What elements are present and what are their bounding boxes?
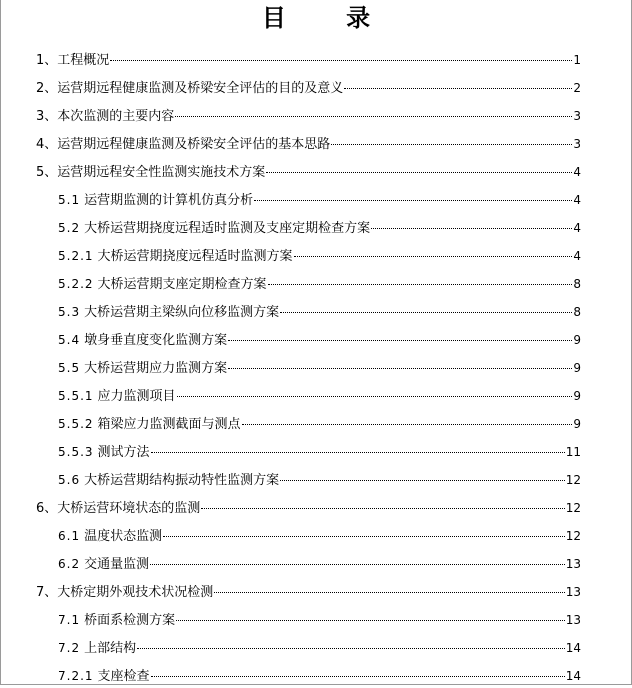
dot-leader xyxy=(344,88,572,89)
toc-page-number: 4 xyxy=(573,193,581,207)
toc-title: 运营期远程安全性监测实施技术方案 xyxy=(57,165,266,180)
toc-number: 5.5.1 xyxy=(58,389,94,403)
toc-number: 7.1 xyxy=(58,613,81,627)
toc-number: 6.1 xyxy=(58,529,81,543)
toc-page-number: 12 xyxy=(565,501,581,515)
toc-number: 7、 xyxy=(36,585,58,600)
toc-entry[interactable] xyxy=(58,665,581,687)
toc-title: 支座检查 xyxy=(97,669,150,684)
toc-title: 运营期监测的计算机仿真分析 xyxy=(84,193,254,208)
toc-title: 桥面系检测方案 xyxy=(84,613,176,628)
toc-number: 6、 xyxy=(36,501,58,516)
toc-title: 墩身垂直度变化监测方案 xyxy=(84,333,228,348)
toc-page-number: 11 xyxy=(565,445,581,459)
dot-leader xyxy=(268,284,573,285)
dot-leader xyxy=(280,480,565,481)
toc-entry[interactable] xyxy=(36,105,581,127)
toc-entry[interactable] xyxy=(36,161,581,183)
toc-entry[interactable] xyxy=(58,189,581,211)
toc-entry[interactable] xyxy=(58,385,581,407)
dot-leader xyxy=(176,620,565,621)
dot-leader xyxy=(150,564,565,565)
toc-number: 5.6 xyxy=(58,473,81,487)
toc-number: 5.2 xyxy=(58,221,81,235)
toc-entry[interactable] xyxy=(58,329,581,351)
toc-entry[interactable] xyxy=(58,217,581,239)
toc-page-number: 9 xyxy=(573,389,581,403)
toc-entry[interactable] xyxy=(58,301,581,323)
toc-page-number: 14 xyxy=(565,641,581,655)
toc-entry[interactable] xyxy=(36,49,581,71)
toc-number: 6.2 xyxy=(58,557,81,571)
toc-page-number: 13 xyxy=(565,557,581,571)
toc-entry[interactable] xyxy=(58,441,581,463)
toc-entry[interactable] xyxy=(58,609,581,631)
toc-title: 应力监测项目 xyxy=(97,389,176,404)
toc-page-number: 4 xyxy=(573,221,581,235)
toc-page-number: 1 xyxy=(573,53,581,67)
toc-entry[interactable] xyxy=(58,469,581,491)
toc-title: 大桥运营期结构振动特性监测方案 xyxy=(84,473,280,488)
toc-page-number: 9 xyxy=(573,361,581,375)
toc-number: 5、 xyxy=(36,165,58,180)
toc-page-number: 12 xyxy=(565,473,581,487)
toc-number: 4、 xyxy=(36,137,58,152)
toc-page-number: 8 xyxy=(573,277,581,291)
toc-title: 大桥运营期挠度远程适时监测及支座定期检查方案 xyxy=(84,221,371,236)
toc-page-number: 4 xyxy=(573,249,581,263)
toc-number: 1、 xyxy=(36,53,58,68)
toc-page-number: 14 xyxy=(565,669,581,683)
dot-leader xyxy=(214,592,564,593)
toc-title: 大桥运营期支座定期检查方案 xyxy=(97,277,267,292)
toc-page-number: 9 xyxy=(573,333,581,347)
toc-title: 大桥运营期应力监测方案 xyxy=(84,361,228,376)
toc-title: 本次监测的主要内容 xyxy=(57,109,175,124)
toc-page-number: 9 xyxy=(573,417,581,431)
toc-title: 大桥定期外观技术状况检测 xyxy=(57,585,214,600)
toc-page-number: 13 xyxy=(565,613,581,627)
dot-leader xyxy=(228,340,572,341)
toc-entry[interactable] xyxy=(58,273,581,295)
dot-leader xyxy=(151,452,565,453)
toc-number: 5.5.3 xyxy=(58,445,94,459)
toc-title: 上部结构 xyxy=(84,641,137,656)
document-title: 目 录 xyxy=(261,3,397,32)
toc-number: 3、 xyxy=(36,109,58,124)
toc-number: 5.4 xyxy=(58,333,81,347)
dot-leader xyxy=(266,172,572,173)
dot-leader xyxy=(254,200,572,201)
toc-number: 5.2.2 xyxy=(58,277,94,291)
toc-number: 5.5 xyxy=(58,361,81,375)
dot-leader xyxy=(137,648,565,649)
dot-leader xyxy=(294,256,573,257)
toc-entry[interactable] xyxy=(58,357,581,379)
toc-title: 交通量监测 xyxy=(84,557,150,572)
dot-leader xyxy=(280,312,572,313)
dot-leader xyxy=(151,676,565,677)
toc-number: 5.5.2 xyxy=(58,417,94,431)
dot-leader xyxy=(228,368,572,369)
toc-number: 7.2 xyxy=(58,641,81,655)
dot-leader xyxy=(175,116,572,117)
toc-title: 运营期远程健康监测及桥梁安全评估的目的及意义 xyxy=(57,81,344,96)
toc-title: 箱梁应力监测截面与测点 xyxy=(97,417,241,432)
toc-number: 2、 xyxy=(36,81,58,96)
dot-leader xyxy=(242,424,573,425)
dot-leader xyxy=(371,228,572,229)
toc-page-number: 8 xyxy=(573,305,581,319)
toc-page-number: 13 xyxy=(565,585,581,599)
toc-title: 温度状态监测 xyxy=(84,529,163,544)
dot-leader xyxy=(110,60,572,61)
toc-page-number: 12 xyxy=(565,529,581,543)
dot-leader xyxy=(163,536,565,537)
toc-page-number: 3 xyxy=(573,109,581,123)
dot-leader xyxy=(201,508,564,509)
toc-entry[interactable] xyxy=(58,413,581,435)
toc-page-number: 4 xyxy=(573,165,581,179)
toc-title: 测试方法 xyxy=(97,445,150,460)
toc-number: 5.1 xyxy=(58,193,81,207)
toc-entry[interactable] xyxy=(36,77,581,99)
toc-title: 大桥运营环境状态的监测 xyxy=(57,501,201,516)
toc-entry[interactable] xyxy=(58,553,581,575)
toc-entry[interactable] xyxy=(36,497,581,519)
toc-entry[interactable] xyxy=(36,133,581,155)
dot-leader xyxy=(331,144,572,145)
toc-title: 工程概况 xyxy=(57,53,110,68)
toc-entry[interactable] xyxy=(58,637,581,659)
toc-title: 大桥运营期主梁纵向位移监测方案 xyxy=(84,305,280,320)
dot-leader xyxy=(177,396,573,397)
toc-number: 5.3 xyxy=(58,305,81,319)
toc-title: 运营期远程健康监测及桥梁安全评估的基本思路 xyxy=(57,137,331,152)
toc-title: 大桥运营期挠度远程适时监测方案 xyxy=(97,249,293,264)
toc-entry[interactable] xyxy=(58,245,581,267)
toc-entry[interactable] xyxy=(36,581,581,603)
toc-page-number: 3 xyxy=(573,137,581,151)
toc-entry[interactable] xyxy=(58,525,581,547)
toc-number: 7.2.1 xyxy=(58,669,94,683)
toc-page-number: 2 xyxy=(573,81,581,95)
toc-number: 5.2.1 xyxy=(58,249,94,263)
